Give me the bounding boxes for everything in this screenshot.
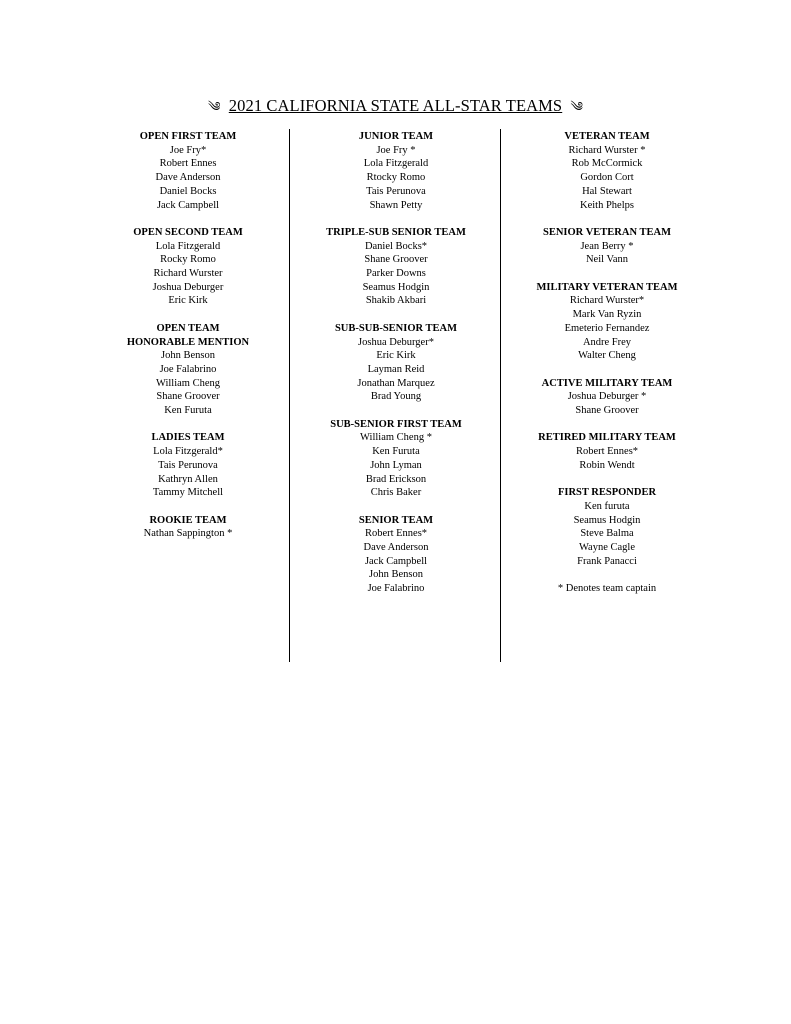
team-member: Daniel Bocks* (364, 240, 428, 252)
team-member: William Cheng (155, 377, 221, 389)
team-member: Nathan Sappington * (143, 528, 233, 540)
team-member: Shane Groover (364, 254, 428, 266)
team-member: Rocky Romo (160, 254, 216, 266)
team-member: Brad Young (370, 391, 422, 403)
team-block (88, 226, 288, 308)
team-title: TRIPLE-SUB SENIOR TEAM (326, 226, 466, 238)
team-member: Joshua Deburger * (567, 391, 647, 403)
team-member: John Lyman (370, 459, 422, 471)
team-member: Dave Anderson (363, 542, 429, 554)
team-member: Shakib Akbari (365, 295, 427, 307)
team-block (296, 418, 496, 500)
right-ornament-icon: ༄ (570, 99, 583, 114)
team-block (296, 130, 496, 212)
team-member: John Benson (369, 569, 423, 581)
team-member: Keith Phelps (580, 199, 634, 211)
team-member: Robert Ennes (159, 158, 217, 170)
team-block (507, 226, 707, 267)
team-member: Joe Fry* (169, 144, 207, 156)
team-block (507, 377, 707, 418)
team-member: Kathryn Allen (158, 473, 218, 485)
team-member: Eric Kirk (168, 295, 208, 307)
team-member: Lola Fitzgerald (363, 158, 429, 170)
column-divider-left (289, 129, 290, 662)
team-member: Layman Reid (367, 363, 425, 375)
team-member: Chris Baker (370, 487, 422, 499)
team-member: Ken Furuta (372, 446, 420, 458)
team-title: MILITARY VETERAN TEAM (536, 281, 678, 293)
team-member: Andre Frey (582, 336, 632, 348)
team-block (88, 322, 288, 418)
team-member: Shane Groover (575, 405, 639, 417)
column-2 (296, 130, 496, 610)
title-text: 2021 CALIFORNIA STATE ALL-STAR TEAMS (228, 96, 563, 115)
team-member: Joe Fry * (376, 144, 416, 156)
team-member: Mark Van Ryzin (572, 309, 642, 321)
team-block (296, 514, 496, 596)
team-member: Joe Falabrino (159, 363, 217, 375)
team-member: Shawn Petty (369, 199, 423, 211)
team-title: HONORABLE MENTION (126, 336, 250, 348)
team-member: Jack Campbell (156, 199, 220, 211)
team-block (88, 130, 288, 212)
team-member: Lola Fitzgerald* (153, 446, 223, 458)
team-title: SUB-SENIOR FIRST TEAM (330, 418, 462, 430)
team-block (507, 281, 707, 363)
team-member: Hal Stewart (582, 185, 632, 197)
team-block (507, 130, 707, 212)
page-title (0, 92, 791, 129)
captain-footnote: * Denotes team captain (557, 583, 657, 595)
team-member: Dave Anderson (155, 172, 221, 184)
team-member: Tammy Mitchell (152, 487, 224, 499)
team-title: RETIRED MILITARY TEAM (538, 432, 676, 444)
team-member: Ken furuta (584, 500, 630, 512)
team-member: Lola Fitzgerald (155, 240, 221, 252)
team-member: Robin Wendt (579, 459, 635, 471)
team-member: Parker Downs (366, 268, 426, 280)
team-member: Joshua Deburger* (358, 336, 434, 348)
team-member: Joe Falabrino (367, 583, 425, 595)
team-title: OPEN TEAM (156, 322, 220, 334)
team-title: LADIES TEAM (151, 432, 225, 444)
team-title: VETERAN TEAM (564, 131, 650, 142)
team-member: Robert Ennes* (575, 446, 639, 458)
team-member: Brad Erickson (365, 473, 427, 485)
team-member: Jack Campbell (364, 555, 428, 567)
team-title: SENIOR VETERAN TEAM (543, 226, 671, 238)
team-member: William Cheng * (360, 432, 432, 444)
team-member: Richard Wurster* (569, 295, 645, 307)
team-member: Tais Perunova (158, 459, 218, 471)
team-title: OPEN FIRST TEAM (139, 131, 237, 142)
team-member: Walter Cheng (578, 350, 636, 362)
team-title: SENIOR TEAM (358, 514, 434, 526)
team-member: Emeterio Fernandez (564, 322, 650, 334)
team-member: Richard Wurster (153, 268, 223, 280)
team-member: Gordon Cort (580, 172, 634, 184)
team-title: FIRST RESPONDER (557, 487, 657, 499)
team-member: Ken Furuta (164, 405, 212, 417)
column-divider-right (500, 129, 501, 662)
team-member: Shane Groover (156, 391, 220, 403)
column-1 (88, 130, 288, 555)
team-member: Seamus Hodgin (573, 514, 641, 526)
team-member: Joshua Deburger (152, 281, 224, 293)
team-block (88, 431, 288, 500)
team-member: Jean Berry * (580, 240, 634, 252)
team-member: Rob McCormick (571, 158, 643, 170)
team-member: Eric Kirk (376, 350, 416, 362)
team-member: Tais Perunova (366, 185, 426, 197)
team-member: Robert Ennes* (364, 528, 428, 540)
team-member: Jonathan Marquez (357, 377, 435, 389)
team-block (507, 431, 707, 472)
team-title: JUNIOR TEAM (358, 131, 434, 142)
team-member: Frank Panacci (577, 555, 637, 567)
team-block (507, 486, 707, 568)
team-title: ROOKIE TEAM (149, 514, 227, 526)
team-block (296, 226, 496, 308)
team-member: Seamus Hodgin (362, 281, 430, 293)
team-block (296, 322, 496, 404)
left-ornament-icon: ༄ (208, 99, 221, 114)
team-title: ACTIVE MILITARY TEAM (541, 377, 673, 389)
team-member: Rtocky Romo (366, 172, 426, 184)
team-member: Steve Balma (580, 528, 634, 540)
team-member: Daniel Bocks (159, 185, 217, 197)
team-member: Neil Vann (585, 254, 629, 266)
team-member: Wayne Cagle (578, 542, 635, 554)
team-title: SUB-SUB-SENIOR TEAM (334, 322, 458, 334)
team-member: John Benson (161, 350, 215, 362)
team-title: OPEN SECOND TEAM (133, 226, 243, 238)
team-block (88, 514, 288, 541)
team-member: Richard Wurster * (568, 144, 646, 156)
column-3 (507, 130, 707, 596)
